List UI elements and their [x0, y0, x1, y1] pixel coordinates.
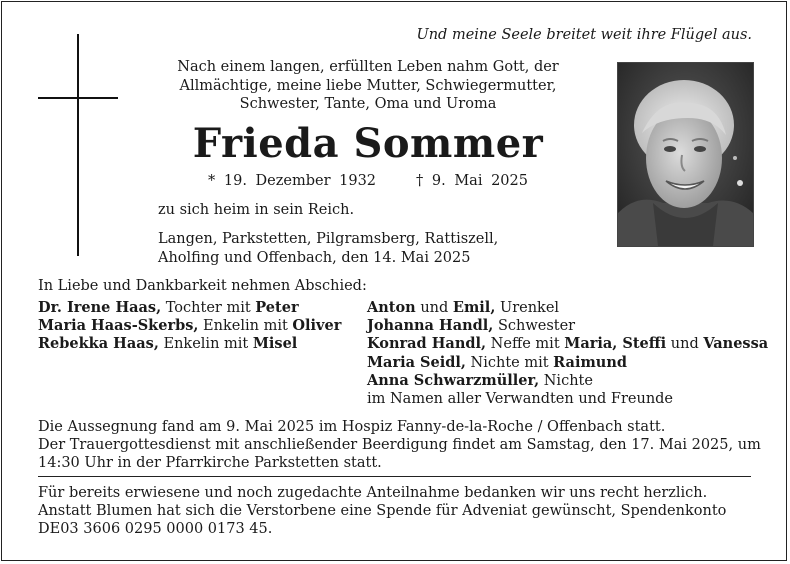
mourner-line: [367, 372, 768, 390]
portrait-photo: [617, 62, 754, 247]
abschied-line: In Liebe und Dankbarkeit nehmen Abschied:: [38, 278, 367, 294]
mourner-line: [367, 299, 768, 317]
place-date: [158, 230, 498, 267]
place-line: Langen, Parkstetten, Pilgramsberg, Rattiszell,: [158, 231, 499, 247]
mourner-relation: und: [666, 336, 704, 353]
mourner-name: Dr. Irene Haas,: [38, 299, 162, 316]
death-date: † 9. Mai 2025: [416, 173, 528, 189]
funeral-line: 14:30 Uhr in der Pfarrkirche Parkstetten statt.: [38, 455, 382, 472]
mourner-name: Maria, Steffi: [564, 335, 667, 353]
mourner-name: Maria Haas-Skerbs,: [38, 317, 199, 335]
thanks-line: Für bereits erwiesene und noch zugedachte Anteilnahme bedanken wir uns recht herzlich.: [38, 485, 708, 501]
mourner-name: Vanessa: [703, 335, 769, 353]
mourner-relation: Enkelin mit: [198, 318, 293, 335]
mourner-line: [367, 335, 768, 353]
deceased-name: Frieda Sommer: [192, 120, 544, 167]
mourner-name: Konrad Handl,: [367, 335, 487, 353]
cross-icon-bar: [38, 97, 118, 99]
mourner-relation: Nichte mit: [465, 354, 554, 371]
life-dates: [148, 173, 588, 189]
thanks-info: [38, 484, 726, 539]
mourner-line: [38, 299, 341, 317]
mourner-name: Rebekka Haas,: [38, 335, 159, 353]
thanks-line: Anstatt Blumen hat sich die Verstorbene eine Spende für Adveniat gewünscht, Spendenkonto: [38, 503, 727, 520]
heim-line: zu sich heim in sein Reich.: [158, 202, 355, 218]
mourner-relation: Enkelin mit: [158, 336, 253, 353]
place-line: Aholfing und Offenbach, den 14. Mai 2025: [158, 249, 471, 266]
mourner-name: Peter: [255, 299, 299, 316]
mourners-right: [367, 299, 768, 408]
mourner-name: Raimund: [553, 353, 628, 371]
mourner-line: [367, 354, 768, 372]
motto: Und meine Seele breitet weit ihre Flügel aus.: [416, 27, 752, 43]
mourner-line: [38, 335, 341, 353]
mourner-name: Oliver: [292, 317, 342, 335]
mourners-left: [38, 299, 341, 354]
mourner-name: Anton: [367, 299, 416, 316]
divider: [38, 476, 751, 477]
funeral-line: Der Trauergottesdienst mit anschließender Beerdigung findet am Samstag, den 17. Mai 2025, um: [38, 437, 761, 454]
birth-date: * 19. Dezember 1932: [208, 173, 377, 189]
intro-line: Schwester, Tante, Oma und Uroma: [239, 96, 497, 112]
thanks-line: DE03 3606 0295 0000 0173 45.: [38, 521, 273, 538]
mourner-relation: und: [415, 300, 453, 316]
mourner-relation: Urenkel: [495, 300, 560, 316]
portrait-image: [618, 63, 753, 246]
intro-text: [148, 58, 588, 114]
mourner-name: Johanna Handl,: [367, 317, 494, 335]
mourner-name: Misel: [252, 335, 298, 353]
mourner-relation: Tochter mit: [161, 300, 256, 316]
mourner-line: [367, 317, 768, 335]
cross-icon: [77, 34, 79, 256]
mourner-relation: Neffe mit: [486, 336, 565, 353]
mourner-relation: im Namen aller Verwandten und Freunde: [367, 391, 674, 408]
mourner-name: Anna Schwarzmüller,: [367, 371, 540, 389]
mourner-line: [38, 317, 341, 335]
intro-line: Allmächtige, meine liebe Mutter, Schwiegermutter,: [179, 77, 557, 94]
funeral-line: Die Aussegnung fand am 9. Mai 2025 im Hospiz Fanny-de-la-Roche / Offenbach statt.: [38, 419, 666, 435]
mourner-name: Maria Seidl,: [367, 353, 466, 371]
mourner-relation: Schwester: [493, 318, 576, 335]
intro-line: Nach einem langen, erfüllten Leben nahm Gott, der: [177, 59, 559, 75]
mourner-line: [367, 390, 768, 408]
funeral-info: [38, 418, 761, 473]
mourner-name: Emil,: [452, 299, 496, 316]
mourner-relation: Nichte: [539, 372, 593, 389]
